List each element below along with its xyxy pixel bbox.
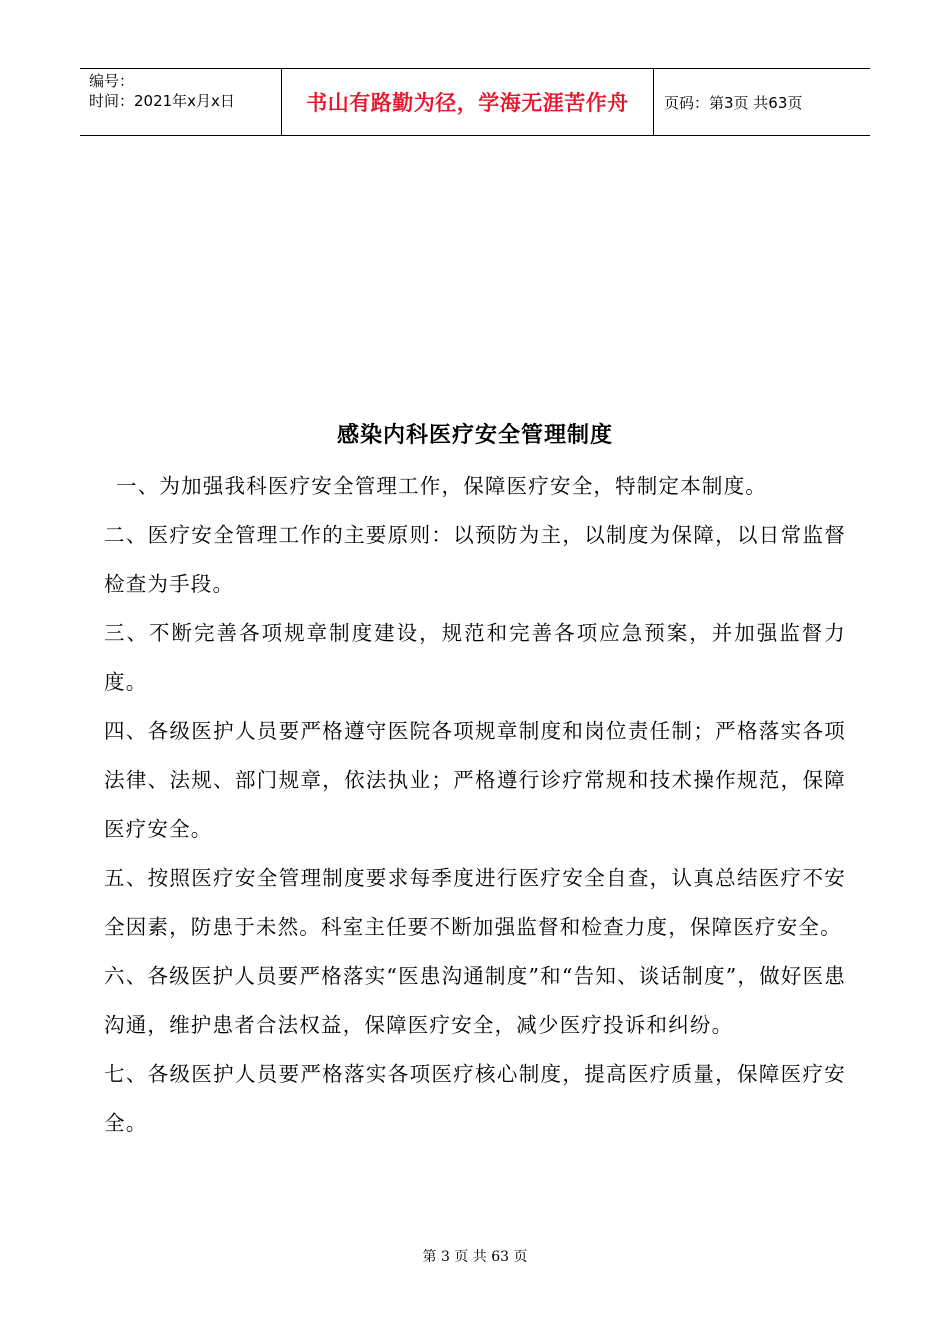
header-motto-cell [282, 69, 654, 135]
page-header [80, 68, 870, 136]
header-page-cell [654, 69, 870, 135]
page-footer: 第 3 页 共 63 页 [422, 1249, 528, 1265]
document-title: 感染内科医疗安全管理制度 [336, 422, 613, 448]
paragraph-1: 一、为加强我科医疗安全管理工作，保障医疗安全，特制定本制度。 [116, 474, 767, 498]
paragraph-6: 六、各级医护人员要严格落实“医患沟通制度”和“告知、谈话制度”，做好医患沟通，维护患者合法权益，保障医疗安全，减少医疗投诉和纠纷。 [104, 964, 846, 1037]
paragraph-7: 七、各级医护人员要严格落实各项医疗核心制度，提高医疗质量，保障医疗安全。 [104, 1062, 846, 1135]
document-number-label: 编号： [89, 72, 135, 90]
header-meta-cell [80, 69, 282, 135]
document-body [104, 462, 846, 1148]
header-motto: 书山有路勤为径，学海无涯苦作舟 [306, 91, 629, 115]
paragraph-5: 五、按照医疗安全管理制度要求每季度进行医疗安全自查，认真总结医疗不安全因素，防患于未然。科室主任要不断加强监督和检查力度，保障医疗安全。 [104, 866, 846, 939]
header-page-info: 页码：第3页 共63页 [664, 93, 803, 112]
paragraph-4: 四、各级医护人员要严格遵守医院各项规章制度和岗位责任制；严格落实各项法律、法规、部门规章，依法执业；严格遵行诊疗常规和技术操作规范，保障医疗安全。 [104, 719, 846, 841]
document-date: 时间：2021年x月x日 [89, 92, 235, 110]
paragraph-2: 二、医疗安全管理工作的主要原则：以预防为主，以制度为保障，以日常监督检查为手段。 [104, 523, 846, 596]
paragraph-3: 三、不断完善各项规章制度建设，规范和完善各项应急预案，并加强监督力度。 [104, 621, 846, 694]
